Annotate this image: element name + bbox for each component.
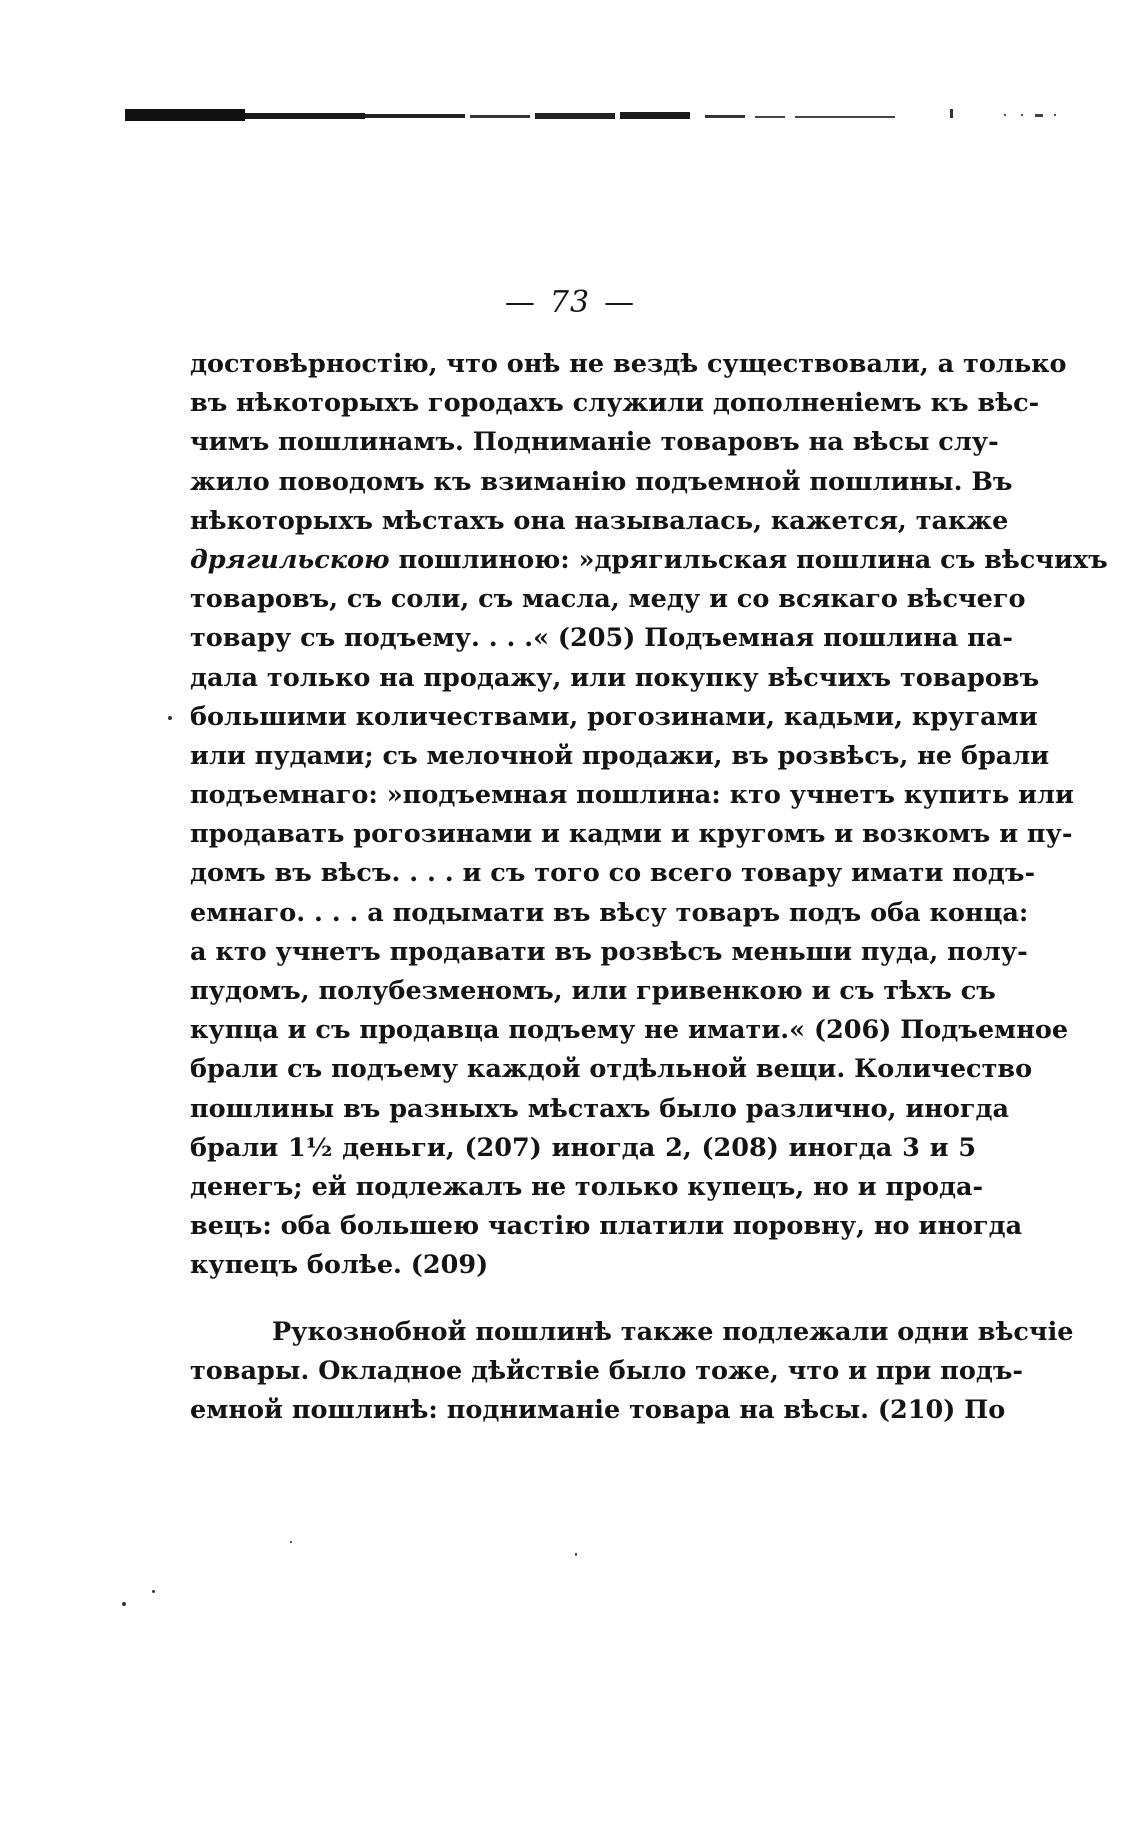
text-line: вецъ: оба большею частію платили поровну, но иногда: [190, 1211, 1023, 1242]
paragraph-1: [190, 345, 1108, 1286]
paragraph-2: [190, 1313, 1074, 1431]
page-number-dash-right: —: [604, 285, 636, 320]
text-line: дала только на продажу, или покупку вѣсчихъ товаровъ: [190, 662, 1040, 693]
text-line: достовѣрностію, что онѣ не вездѣ существовали, а только: [190, 349, 1067, 379]
text-line: Рукознобной пошлинѣ также подлежали одни вѣсчіе: [272, 1317, 1074, 1347]
text-line: товаровъ, съ соли, съ масла, меду и со всякаго вѣсчего: [190, 584, 1026, 615]
page-number-value: 73: [549, 285, 591, 320]
text-line: купецъ болѣе. (209): [190, 1250, 489, 1281]
text-line: пудомъ, полубезменомъ, или гривенкою и съ тѣхъ съ: [190, 976, 996, 1006]
text-line: или пудами; съ мелочной продажи, въ розвѣсъ, не брали: [190, 740, 1050, 771]
text-line: подъемнаго: »подъемная пошлина: кто учнетъ купить или: [190, 780, 1074, 811]
italic-term: дрягильскою: [190, 544, 390, 575]
top-specks-artifact: [950, 106, 1060, 120]
text-line: домъ въ вѣсъ. . . . и съ того со всего товару имати подъ-: [190, 858, 1036, 889]
scan-speck: [575, 1553, 577, 1556]
text-line: товары. Окладное дѣйствіе было тоже, что и при подъ-: [190, 1356, 1023, 1387]
text-line: денегъ; ей подлежалъ не только купецъ, но и прода-: [190, 1171, 984, 1202]
text-line-remainder: пошлиною: »дрягильская пошлина съ вѣсчихъ: [389, 544, 1108, 575]
text-line: емной пошлинѣ: подниманіе товара на вѣсы. (210) По: [190, 1395, 1006, 1426]
text-line: чимъ пошлинамъ. Подниманіе товаровъ на вѣсы слу-: [190, 427, 999, 458]
text-line: большими количествами, рогозинами, кадьми, кругами: [190, 701, 1038, 732]
text-line: нѣкоторыхъ мѣстахъ она называлась, кажется, также: [190, 505, 1009, 536]
text-line: пошлины въ разныхъ мѣстахъ было различно, иногда: [190, 1093, 1010, 1124]
text-line-with-italic: [190, 541, 1108, 580]
text-line: продавать рогозинами и кадми и кругомъ и возкомъ и пу-: [190, 819, 1073, 850]
text-line: а кто учнетъ продавати въ розвѣсъ меньши пуда, полу-: [190, 936, 1028, 967]
scan-speck: [290, 1541, 292, 1543]
text-line: брали 1½ деньги, (207) иногда 2, (208) иногда 3 и 5: [190, 1132, 976, 1163]
scan-speck: [122, 1602, 126, 1606]
text-line: брали съ подъему каждой отдѣльной вещи. Количество: [190, 1054, 1033, 1085]
scan-speck: [152, 1590, 155, 1593]
page-number-dash-left: —: [504, 285, 536, 320]
scan-speck: [168, 716, 172, 720]
text-line: въ нѣкоторыхъ городахъ служили дополненіемъ къ вѣс-: [190, 388, 1040, 419]
text-line: товару съ подъему. . . .« (205) Подъемная пошлина па-: [190, 623, 1013, 654]
text-line: купца и съ продавца подъему не имати.« (206) Подъемное: [190, 1015, 1069, 1046]
text-line: жило поводомъ къ взиманію подъемной пошлины. Въ: [190, 466, 1013, 497]
page-number: [0, 285, 1140, 320]
top-rule-artifact: [125, 108, 895, 122]
text-line: емнаго. . . . а подымати въ вѣсу товаръ подъ оба конца:: [190, 897, 1029, 928]
